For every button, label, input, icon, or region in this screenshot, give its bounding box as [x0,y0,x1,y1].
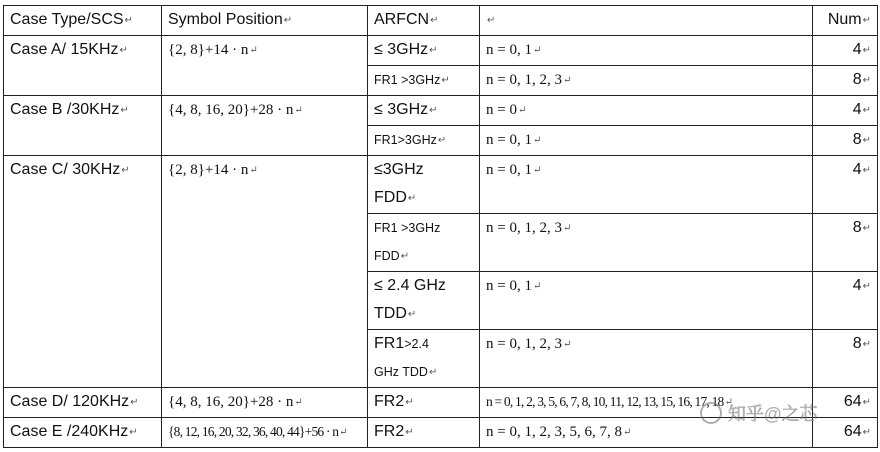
table-row [4,156,878,214]
case-c-n-tdd-high: n = 0, 1, 2, 3↵ [480,330,813,388]
case-c-label: Case C/ 30KHz↵ [4,156,162,388]
case-a-num-low: 4↵ [813,36,878,66]
ssb-pattern-table [3,5,878,448]
case-a-n-low: n = 0, 1↵ [480,36,813,66]
case-a-arfcn-high: FR1 >3GHz↵ [368,66,480,96]
case-b-num-high: 8↵ [813,126,878,156]
case-e-n-values: n = 0, 1, 2, 3, 5, 6, 7, 8↵ [480,418,813,448]
header-symbol-position: Symbol Position↵ [162,6,368,36]
table-header-row [4,6,878,36]
header-case-type: Case Type/SCS↵ [4,6,162,36]
case-b-arfcn-low: ≤ 3GHz↵ [368,96,480,126]
case-e-symbol-position: {8, 12, 16, 20, 32, 36, 40, 44}+56 · n↵ [162,418,368,448]
case-a-arfcn-low: ≤ 3GHz↵ [368,36,480,66]
header-num: Num↵ [813,6,878,36]
case-c-n-fdd-high: n = 0, 1, 2, 3↵ [480,214,813,272]
case-b-arfcn-high: FR1>3GHz↵ [368,126,480,156]
watermark-text: 知乎@之芯 [728,404,818,424]
case-c-arfcn-tdd-low: ≤ 2.4 GHz TDD↵ [368,272,480,330]
case-c-num-tdd-high: 8↵ [813,330,878,388]
case-c-n-fdd-low: n = 0, 1↵ [480,156,813,214]
case-a-num-high: 8↵ [813,66,878,96]
case-a-label: Case A/ 15KHz↵ [4,36,162,96]
case-c-num-tdd-low: 4↵ [813,272,878,330]
case-d-arfcn: FR2↵ [368,388,480,418]
case-c-n-tdd-low: n = 0, 1↵ [480,272,813,330]
case-c-num-fdd-low: 4↵ [813,156,878,214]
case-b-n-low: n = 0↵ [480,96,813,126]
header-arfcn: ARFCN↵ [368,6,480,36]
case-d-n-values: n = 0, 1, 2, 3, 5, 6, 7, 8, 10, 11, 12, 13, 15, 16, 17, 18↵ [480,388,813,418]
case-b-symbol-position: {4, 8, 16, 20}+28 · n↵ [162,96,368,156]
case-d-num: 64↵ [813,388,878,418]
table-row [4,36,878,66]
case-d-symbol-position: {4, 8, 16, 20}+28 · n↵ [162,388,368,418]
case-a-symbol-position: {2, 8}+14 · n↵ [162,36,368,96]
case-a-n-high: n = 0, 1, 2, 3↵ [480,66,813,96]
table-row [4,96,878,126]
watermark [700,398,830,428]
case-b-label: Case B /30KHz↵ [4,96,162,156]
case-d-label: Case D/ 120KHz↵ [4,388,162,418]
case-e-label: Case E /240KHz↵ [4,418,162,448]
header-n-values: ↵ [480,6,813,36]
case-b-num-low: 4↵ [813,96,878,126]
case-c-arfcn-fdd-high: FR1 >3GHz FDD↵ [368,214,480,272]
case-c-num-fdd-high: 8↵ [813,214,878,272]
case-e-num: 64↵ [813,418,878,448]
watermark-logo-icon [700,402,722,424]
case-e-arfcn: FR2↵ [368,418,480,448]
case-b-n-high: n = 0, 1↵ [480,126,813,156]
case-c-arfcn-fdd-low: ≤3GHz FDD↵ [368,156,480,214]
case-c-symbol-position: {2, 8}+14 · n↵ [162,156,368,388]
case-c-arfcn-tdd-high: FR1>2.4 GHz TDD↵ [368,330,480,388]
